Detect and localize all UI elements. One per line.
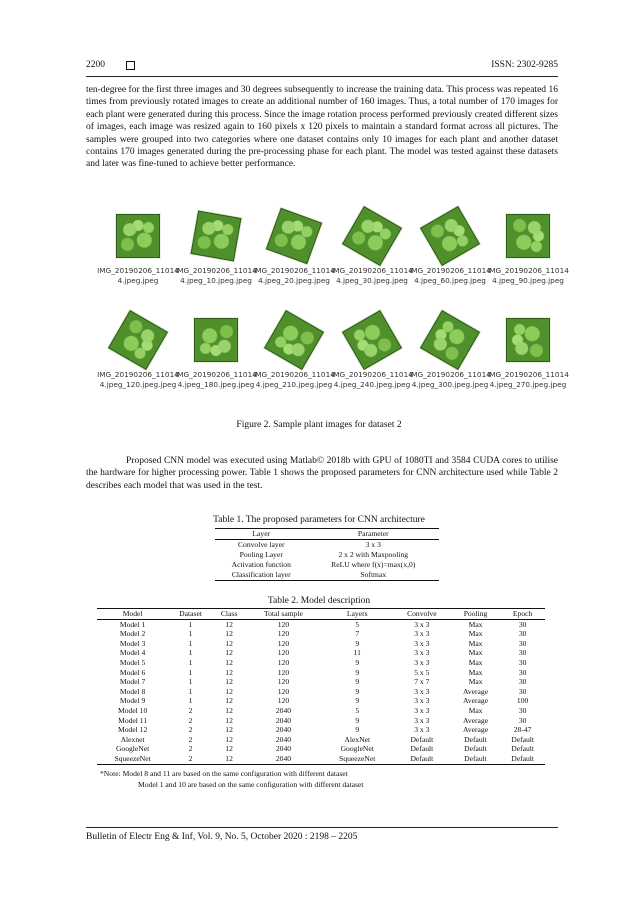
image-filename: IMG_20190206_110144.jpeg_240.jpeg.jpeg [331,370,413,389]
plant-image [490,311,566,369]
table-cell: Default [464,734,487,744]
image-filename: IMG_20190206_110144.jpeg_210.jpeg.jpeg [253,370,335,389]
figure-2 [97,207,569,412]
table-cell: Model 11 [118,715,148,725]
plant-leaf-picture [191,211,242,262]
image-filename: IMG_20190206_110144.jpeg_10.jpeg.jpeg [175,266,257,285]
table-cell: 120 [277,629,290,639]
table-cell: 3 x 3 [414,705,430,715]
table-row [97,725,545,735]
table-cell: 2 [188,705,193,715]
table-cell: Default [410,744,434,754]
plant-image-thumbnail [175,207,257,303]
plant-image [490,207,566,265]
plant-image [178,207,254,265]
table-row [97,744,545,754]
table-cell: 5 [355,705,360,715]
table-row [215,550,439,560]
table-cell: Default [410,734,434,744]
table-cell: 120 [277,657,290,667]
column-header: Model [97,609,168,620]
table-cell: 11 [353,648,361,658]
plant-leaf-picture [264,310,324,370]
table-cell: ReLU where f(x)=max(x,0) [331,560,416,569]
table-cell: 120 [277,696,290,706]
table-row [97,696,545,706]
table-row [97,687,545,697]
plant-image-thumbnail [409,311,491,407]
table-cell: Model 2 [119,629,146,639]
table-cell: Max [468,667,483,677]
column-header: Class [213,609,245,620]
table-cell: 12 [225,629,233,639]
plant-image [412,207,488,265]
plant-leaf-picture [420,310,480,370]
plant-leaf-picture [506,214,550,258]
table-cell: 2040 [275,705,292,715]
table-cell: 7 x 7 [414,677,430,687]
column-header: Epoch [500,609,545,620]
table-cell: Default [500,754,545,764]
table-row [97,716,545,726]
image-filename: IMG_20190206_110144.jpeg_60.jpeg.jpeg [409,266,491,285]
column-header: Convolve [393,609,451,620]
table-cell: Default [511,744,534,754]
plant-image [334,311,410,369]
table-cell: Max [468,657,483,667]
issn: ISSN: 2302-9285 [491,60,558,70]
table-cell: 12 [225,686,233,696]
table-cell: 120 [277,648,290,658]
table-cell: Model 3 [119,638,146,648]
table-cell: 5 x 5 [414,667,430,677]
table-cell: 120 [277,686,290,696]
plant-image [100,207,176,265]
table-cell: 30 [518,629,527,639]
table-row [97,629,545,639]
table-cell: 7 [355,629,360,639]
table1-caption: Table 1. The proposed parameters for CNN architecture [213,515,425,525]
table-cell: 12 [225,638,233,648]
table-row [215,560,439,570]
table-cell: Model 9 [119,696,146,706]
image-filename: IMG_20190206_110144.jpeg_30.jpeg.jpeg [331,266,413,285]
table-cell: 12 [225,657,233,667]
table-cell: SqueezeNet [97,754,168,764]
table-cell: 1 [188,677,193,687]
table-cell: SqueezeNet [322,754,393,764]
table-row [97,706,545,716]
table-cell: Max [468,648,483,658]
table-cell: 100 [516,696,529,706]
table-cell: 12 [225,648,233,658]
table-cell: 2 [168,754,213,764]
table2-note: *Note: Model 8 and 11 are based on the same configuration with different dataset [100,769,348,778]
table-cell: 28-47 [513,725,532,735]
table-cell: 12 [225,619,233,629]
table-cell: 2 [188,744,193,754]
image-filename: IMG_20190206_110144.jpeg.jpeg [97,266,179,285]
column-header: Pooling [451,609,500,620]
plant-leaf-picture [266,208,322,264]
table-cell: 2 [188,734,193,744]
square-bullet-icon [126,61,135,70]
table-row [97,677,545,687]
footer-rule [86,827,558,828]
table-cell: 5 [355,619,360,629]
table-cell: Activation function [231,560,291,569]
table-cell: 12 [225,715,233,725]
plant-leaf-picture [342,206,402,266]
table-cell: 1 [188,657,193,667]
page-footer: Bulletin of Electr Eng & Inf, Vol. 9, No. 5, October 2020 : 2198 – 2205 [86,832,358,842]
body-paragraph-2: Proposed CNN model was executed using Matlab© 2018b with GPU of 1080TI and 3584 CUDA cores to utilise the hardware for higher processing power. Table 1 shows the proposed parameters for CNN architecture used while Table 2 describes each model that was used in the test. [86,456,558,491]
table-cell: 30 [518,638,527,648]
header-rule [86,76,558,77]
plant-image [412,311,488,369]
table-cell: Max [468,629,483,639]
column-header: Layer [215,529,308,540]
table-cell: 3 x 3 [414,696,430,706]
table-cell: 120 [277,677,290,687]
table-cell: 2 [188,715,193,725]
table-cell: 120 [277,667,290,677]
table-row [215,540,439,551]
image-filename: IMG_20190206_110144.jpeg_90.jpeg.jpeg [487,266,569,285]
table-cell: Max [468,677,483,687]
plant-leaf-picture [420,206,480,266]
plant-image [334,207,410,265]
table-cell: 9 [355,696,360,706]
table-cell: 120 [277,619,290,629]
table-cell: 3 x 3 [414,648,430,658]
table-cell: 3 x 3 [365,540,381,549]
table-cell: 1 [188,629,193,639]
table-cell: GoogleNet [340,744,374,754]
body-paragraph-1: ten-degree for the first three images and 30 degrees subsequently to increase the training data. This process was repeated 16 times from previously rotated images to create an additional number of 160 images. Thus, a total number of 170 images for each plant were generated during this process. Since the image rotation process performed previously created different sizes of images, each image was resized again to 160 pixels x 120 pixels to maintain a standard format across all pictures. The samples were grouped into two categories where one dataset contains only 10 images for each plant and another dataset contains 170 images generated during the pre-processing phase for each plant. The model was tested against these datasets and later was fine-tuned to achieve better performance. [86,85,558,170]
table-cell: 12 [225,725,233,735]
table-cell: Average [462,725,489,735]
table-cell: Average [462,696,489,706]
table-cell: Softmax [308,570,439,581]
table-cell: Max [468,705,483,715]
table-2 [97,608,545,765]
table-cell: 9 [355,725,360,735]
table-row [97,648,545,658]
table-1 [215,528,439,581]
plant-image-thumbnail [487,207,569,303]
page-header [86,60,558,76]
table-cell: 2040 [275,715,292,725]
table-cell: Average [462,686,489,696]
plant-image-thumbnail [97,311,179,407]
table-cell: Default [464,744,487,754]
table-cell: Model 6 [119,667,146,677]
table-cell: 1 [188,686,193,696]
page-number: 2200 [86,60,105,70]
table2-notes [100,768,364,790]
table-cell: Model 12 [117,725,148,735]
image-filename: IMG_20190206_110144.jpeg_120.jpeg.jpeg [97,370,179,389]
figure-caption: Figure 2. Sample plant images for dataset 2 [236,420,402,430]
table-cell: Model 5 [119,657,146,667]
plant-image-thumbnail [409,207,491,303]
table-cell: Pooling Layer [239,550,283,559]
table-cell: 30 [518,715,527,725]
table-cell: Default [393,754,451,764]
table-cell: Model 4 [119,648,146,658]
plant-leaf-picture [108,310,168,370]
plant-leaf-picture [116,214,160,258]
image-filename: IMG_20190206_110144.jpeg_270.jpeg.jpeg [487,370,569,389]
column-header: Dataset [168,609,213,620]
column-header: Total sample [245,609,321,620]
plant-image [178,311,254,369]
table-cell: Classification layer [215,570,308,581]
plant-image-thumbnail [253,311,335,407]
table-cell: Default [511,734,534,744]
table-cell: 1 [188,619,193,629]
table-cell: 9 [355,677,360,687]
table-cell: Max [468,638,483,648]
table-cell: Alexnet [120,734,145,744]
plant-image [256,207,332,265]
table-cell: 30 [518,705,527,715]
table-cell: 9 [355,667,360,677]
table-cell: 12 [225,677,233,687]
image-filename: IMG_20190206_110144.jpeg_180.jpeg.jpeg [175,370,257,389]
table-cell: Convolve layer [237,540,285,549]
table-cell: 120 [277,638,290,648]
table-cell: 9 [355,657,360,667]
table-cell: 12 [225,744,233,754]
table-cell: 2040 [275,744,292,754]
table-cell: 2040 [275,725,292,735]
table-row [97,639,545,649]
table-cell: 2 [188,725,193,735]
plant-leaf-picture [194,318,238,362]
plant-leaf-picture [342,310,402,370]
table-cell: 30 [518,619,527,629]
table-cell: 1 [188,648,193,658]
table-cell: 3 x 3 [414,725,430,735]
table-row [97,735,545,745]
plant-leaf-picture [506,318,550,362]
plant-image-thumbnail [253,207,335,303]
plant-image-thumbnail [331,311,413,407]
table-cell: 12 [225,696,233,706]
table-cell: 9 [355,638,360,648]
plant-image-thumbnail [331,207,413,303]
table-cell: 30 [518,667,527,677]
table-row [97,619,545,629]
plant-image-thumbnail [97,207,179,303]
table-cell: Average [462,715,489,725]
table2-note: Model 1 and 10 are based on the same configuration with different dataset [138,780,364,789]
table-cell: Model 10 [117,705,148,715]
image-filename: IMG_20190206_110144.jpeg_300.jpeg.jpeg [409,370,491,389]
table-cell: 3 x 3 [414,619,430,629]
table-cell: 2 x 2 with Maxpooling [338,550,409,559]
table-cell: GoogleNet [115,744,150,754]
table-row [97,658,545,668]
table-row [97,668,545,678]
table-row [97,754,545,764]
table-cell: Max [468,619,483,629]
table-cell: 12 [225,734,233,744]
table-cell: 3 x 3 [414,629,430,639]
table-cell: Model 1 [119,619,146,629]
table-cell: 2040 [275,734,292,744]
table-cell: 1 [188,638,193,648]
table-cell: 12 [225,667,233,677]
table-cell: Model 7 [119,677,146,687]
image-filename: IMG_20190206_110144.jpeg_20.jpeg.jpeg [253,266,335,285]
table-cell: 30 [518,648,527,658]
table-cell: 1 [188,667,193,677]
table-cell: 12 [213,754,245,764]
plant-image [100,311,176,369]
table-cell: 30 [518,677,527,687]
table-cell: AlexNet [344,734,371,744]
column-header: Parameter [308,529,439,540]
table-cell: 30 [518,657,527,667]
table-cell: 3 x 3 [414,657,430,667]
plant-image-thumbnail [487,311,569,407]
table-cell: 1 [188,696,193,706]
table-cell: 9 [355,715,360,725]
table-row [215,570,439,581]
table-cell: 3 x 3 [414,638,430,648]
column-header: Layers [322,609,393,620]
table-cell: 3 x 3 [414,686,430,696]
plant-image-thumbnail [175,311,257,407]
table-cell: 9 [355,686,360,696]
table-cell: Default [451,754,500,764]
table-cell: 2040 [245,754,321,764]
table-cell: 30 [518,686,527,696]
table-cell: 12 [225,705,233,715]
table2-caption: Table 2. Model description [267,596,371,606]
table-cell: 3 x 3 [414,715,430,725]
plant-image [256,311,332,369]
table-cell: Model 8 [119,686,146,696]
